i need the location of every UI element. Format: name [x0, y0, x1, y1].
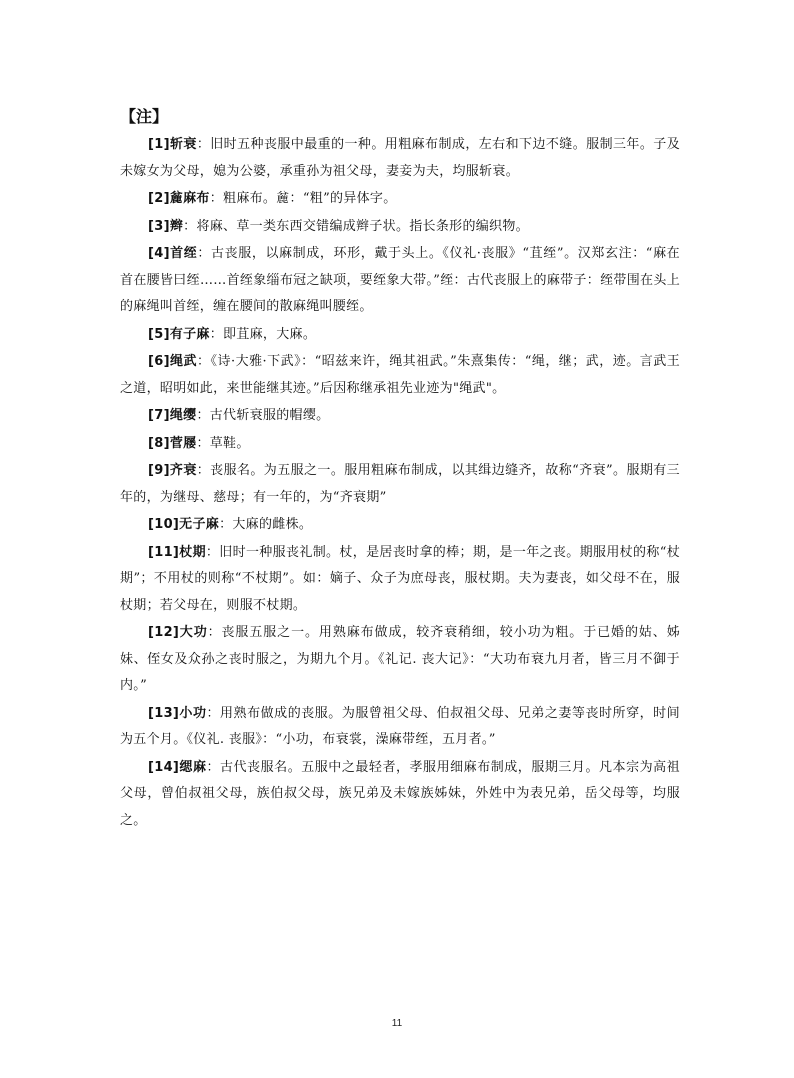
note-item [120, 458, 680, 511]
note-text: ：用熟布做成的丧服。为服曾祖父母、伯叔祖父母、兄弟之妻等丧时所穿，时间为五个月。《仪礼. 丧服》：“小功，布衰裳，澡麻带绖，五月者。” [120, 705, 680, 747]
note-item [120, 214, 680, 241]
note-text: ：古丧服，以麻制成，环形，戴于头上。《仪礼·丧服》“苴绖”。汉郑玄注：“麻在首在腰皆曰绖……首绖象缁布冠之缺项，要绖象大带。”绖：古代丧服上的麻带子：绖带围在头上的麻绳叫首绖，缠在腰间的散麻绳叫腰绖。 [120, 246, 680, 314]
note-term: [6]绳武 [148, 354, 197, 369]
notes-heading: 【注】 [120, 107, 169, 126]
note-item [120, 431, 680, 458]
note-item [120, 512, 680, 539]
note-item [120, 132, 680, 185]
note-item [120, 186, 680, 213]
note-item [120, 349, 680, 402]
note-term: [2]麄麻布 [148, 191, 210, 206]
note-item [120, 403, 680, 430]
note-item [120, 241, 680, 321]
note-item [120, 755, 680, 835]
note-term: [10]无子麻 [148, 517, 220, 532]
page-number: 11 [391, 1018, 403, 1029]
note-term: [4]首绖 [148, 246, 198, 261]
note-text: ：丧服名。为五服之一。服用粗麻布制成，以其缉边缝齐，故称“齐衰”。服期有三年的，为继母、慈母；有一年的，为“齐衰期” [120, 463, 680, 505]
note-text: ：古代斩衰服的帽缨。 [196, 408, 330, 423]
note-item [120, 620, 680, 700]
notes-list [120, 132, 680, 835]
note-text: ：古代丧服名。五服中之最轻者，孝服用细麻布制成，服期三月。凡本宗为高祖父母，曾伯叔祖父母，族伯叔父母，族兄弟及未嫁族姊妹，外姓中为表兄弟，岳父母等，均服之。 [120, 759, 680, 828]
note-text: ：丧服五服之一。用熟麻布做成，较齐衰稍细，较小功为粗。于已婚的姑、姊妹、侄女及众孙之丧时服之，为期九个月。《礼记. 丧大记》：“大功布衰九月者，皆三月不御于内。” [120, 625, 680, 693]
note-text: ：旧时一种服丧礼制。杖，是居丧时拿的棒；期，是一年之丧。期服用杖的称“杖期”；不用杖的则称“不杖期”。如：嫡子、众子为庶母丧，服杖期。夫为妻丧，如父母不在，服杖期；若父母在，则服不杖期。 [120, 544, 680, 613]
note-term: [3]辫 [148, 218, 184, 234]
note-term: [8]菅屦 [148, 435, 197, 451]
note-term: [14]缌麻 [148, 759, 207, 775]
note-item [120, 322, 680, 349]
note-item [120, 701, 680, 754]
note-term: [13]小功 [148, 705, 207, 721]
note-text: ：粗麻布。麄：“粗”的异体字。 [209, 191, 397, 206]
note-text: ：即苴麻，大麻。 [209, 326, 317, 342]
note-text: ：将麻、草一类东西交错编成辫子状。指长条形的编织物。 [183, 218, 529, 234]
note-text: ：草鞋。 [196, 435, 250, 451]
note-term: [7]绳缨 [148, 408, 197, 423]
note-text: ：大麻的雌株。 [219, 517, 313, 532]
note-item [120, 540, 680, 620]
note-term: [9]齐衰 [148, 463, 197, 478]
note-term: [1]斩衰 [148, 137, 197, 152]
note-term: [12]大功 [148, 625, 208, 640]
note-text: ：《诗·大雅·下武》：“昭兹来许，绳其祖武。”朱熹集传：“绳，继；武，迹。言武王之道，昭明如此，来世能继其迹。”后因称继承祖先业迹为"绳武"。 [120, 354, 681, 396]
note-text: ：旧时五种丧服中最重的一种。用粗麻布制成，左右和下边不缝。服制三年。子及未嫁女为父母，媳为公婆，承重孙为祖父母，妻妾为夫，均服斩衰。 [120, 137, 680, 179]
note-term: [11]杖期 [148, 544, 206, 560]
note-term: [5]有子麻 [148, 326, 210, 342]
